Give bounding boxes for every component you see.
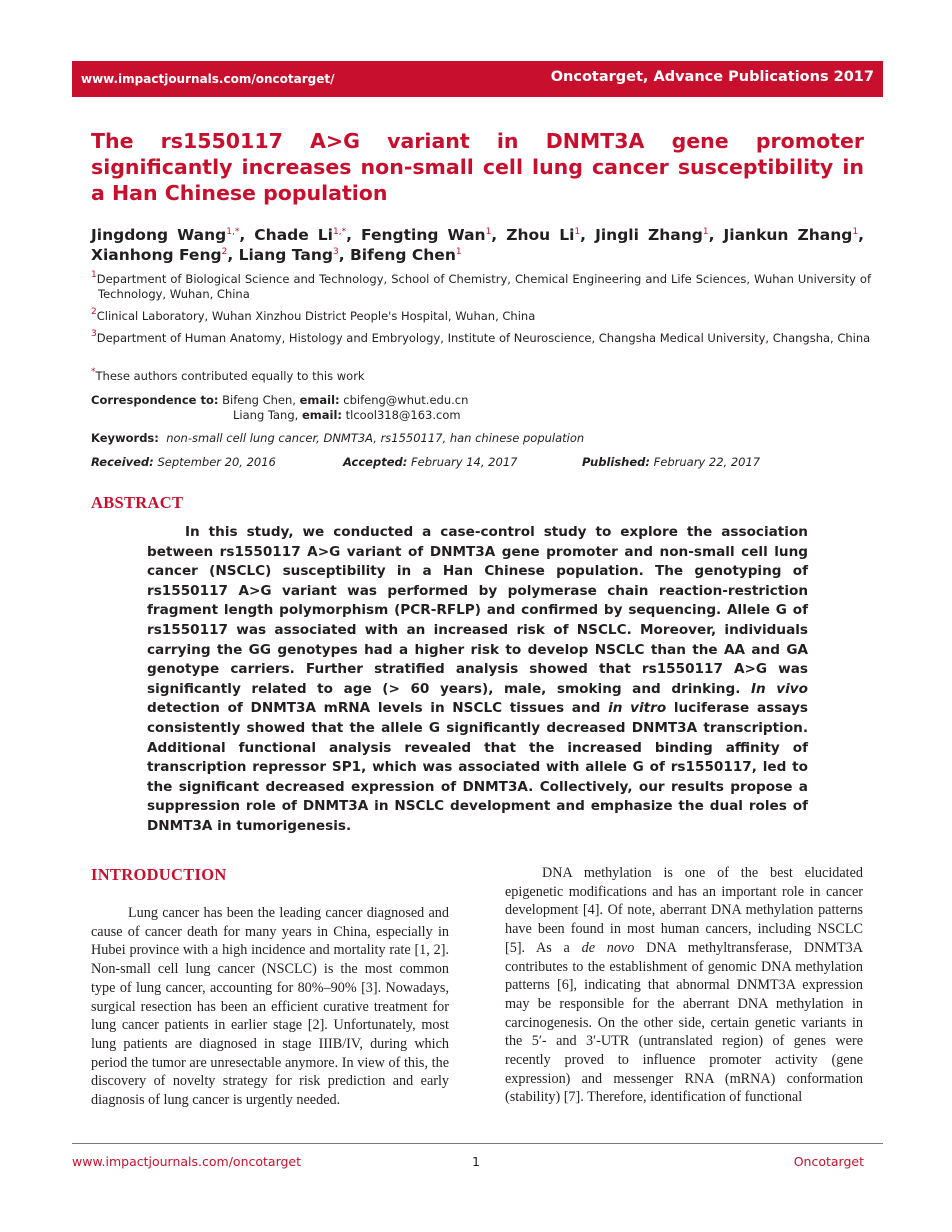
abstract-heading: ABSTRACT [91, 493, 184, 512]
accepted-date: Accepted: February 14, 2017 [343, 455, 518, 469]
author: Jiankun Zhang$^1$, [723, 226, 864, 244]
received-date: Received: September 20, 2016 [91, 455, 276, 469]
introduction-left-column: Lung cancer has been the leading cancer diagnosed and cause of cancer death for many years in China, especially in Hubei province with a high incidence and mortality rate [1, 2]. Non-small cell lung cancer (NSCLC) is the most common type of lung cancer, accounting for 80%–90% [3]. Nowadays, surgical resection has been an efficient curative treatment for lung cancer patients in earlier stage [2]. Unfortunately, most lung patients are diagnosed in stage IIIB/IV, during which period the tumor are unresectable anymore. In view of this, the discovery of novelty strategy for risk prediction and early diagnosis of lung cancer is urgently needed. [91, 905, 449, 1109]
author: Chade $Li^{1,*}$, [254, 226, 362, 244]
abstract-text: In this study, we conducted a case-control study to explore the association between rs1550117 A>G variant of DNMT3A gene promoter and non-small cell lung cancer (NSCLC) susceptibility in a Han Chinese population. The genotyping of rs1550117 A>G variant was performed by polymerase chain reaction-restriction fragment length polymorphism (PCR-RFLP) and confirmed by sequencing. Allele G of rs1550117 was associated with an increased risk of NSCLC. Moreover, individuals carrying the GG genotypes had a higher risk to develop NSCLC than the AA and GA genotype carriers. Further stratified analysis showed that rs1550117 A>G was significantly related to age (> 60 years), male, smoking and drinking. In vivo detection of DNMT3A mRNA levels in NSCLC tissues and in vitro luciferase assays consistently showed that the allele G significantly decreased DNMT3A transcription. Additional functional analysis revealed that the increased binding affinity of transcription repressor SP1, which was associated with allele G of rs1550117, led to the significant decreased expression of DNMT3A. Collectively, our results propose a suppression role of DNMT3A in NSCLC development and emphasize the dual roles of DNMT3A in tumorigenesis. [147, 524, 809, 834]
author: Bifeng Chen$^1$ [349, 246, 462, 264]
correspondence-second: Liang Tang, email: tlcool318@163.com [233, 408, 461, 422]
author: Jingli Zhang$^1$, [595, 226, 724, 244]
footer-url-link[interactable]: www.impactjournals.com/oncotarget [72, 1154, 302, 1169]
affiliation-2: $^2$Clinical Laboratory, Wuhan Xinzhou District People's Hospital, Wuhan, China [91, 307, 536, 323]
author: Jingdong Wang$^{1,*}$, [91, 226, 255, 244]
footer-divider [72, 1143, 883, 1144]
introduction-heading: INTRODUCTION [91, 865, 227, 884]
keywords: Keywords: non-small cell lung cancer, DNMT3A, rs1550117, han chinese population [91, 431, 585, 445]
email-link[interactable]: cbifeng@whut.edu.cn [343, 393, 469, 407]
page-number: 1 [472, 1154, 480, 1169]
published-date: Published: February 22, 2017 [582, 455, 761, 469]
correspondence: Correspondence to: Bifeng Chen, email: cbifeng@whut.edu.cn [91, 393, 469, 407]
affiliation-3: $^3$Department of Human Anatomy, Histology and Embryology, Institute of Neuroscience, Changsha Medical University, Changsha, China [91, 329, 871, 345]
author: Zhou Li$^1$, [506, 226, 596, 244]
author: Xianhong Feng$^2$, [91, 246, 239, 264]
paper-title: The rs1550117 A>G variant in DNMT3A gene promoter significantly increases non-small cell lung cancer susceptibility in a Han Chinese population [91, 129, 864, 205]
author: Fengting Wan$^1$, [361, 226, 507, 244]
author: Liang Tang$^3$, [238, 246, 350, 264]
affiliation-1: $^1$Department of Biological Science and Technology, School of Chemistry, Chemical Engineering and Life Sciences, Wuhan University of Technology, Wuhan, China [91, 270, 871, 301]
author-list [91, 225, 864, 265]
footer-journal-name: Oncotarget [793, 1154, 864, 1169]
journal-banner [72, 61, 883, 97]
introduction-right-column: DNA methylation is one of the best elucidated epigenetic modifications and has an important role in cancer development [4]. Of note, aberrant DNA methylation patterns have been found in most human cancers, including NSCLC [5]. As a de novo DNA methyltransferase, DNMT3A contributes to the establishment of genomic DNA methylation patterns [6], indicating that abnormal DNMT3A expression may be responsible for the aberrant DNA methylation in carcinogenesis. On the other side, certain genetic variants in the 5′- and 3′-UTR (untranslated region) of genes were recently proved to influence promoter activity (gene expression) and messenger RNA (mRNA) conformation (stability) [7]. Therefore, identification of functional [505, 865, 864, 1106]
email-link[interactable]: tlcool318@163.com [345, 408, 461, 422]
banner-journal-name: Oncotarget, Advance Publications 2017 [550, 69, 874, 85]
affiliation-equal-contribution: *These authors contributed equally to this work [91, 367, 365, 383]
banner-url-link[interactable]: www.impactjournals.com/oncotarget/ [81, 72, 335, 86]
